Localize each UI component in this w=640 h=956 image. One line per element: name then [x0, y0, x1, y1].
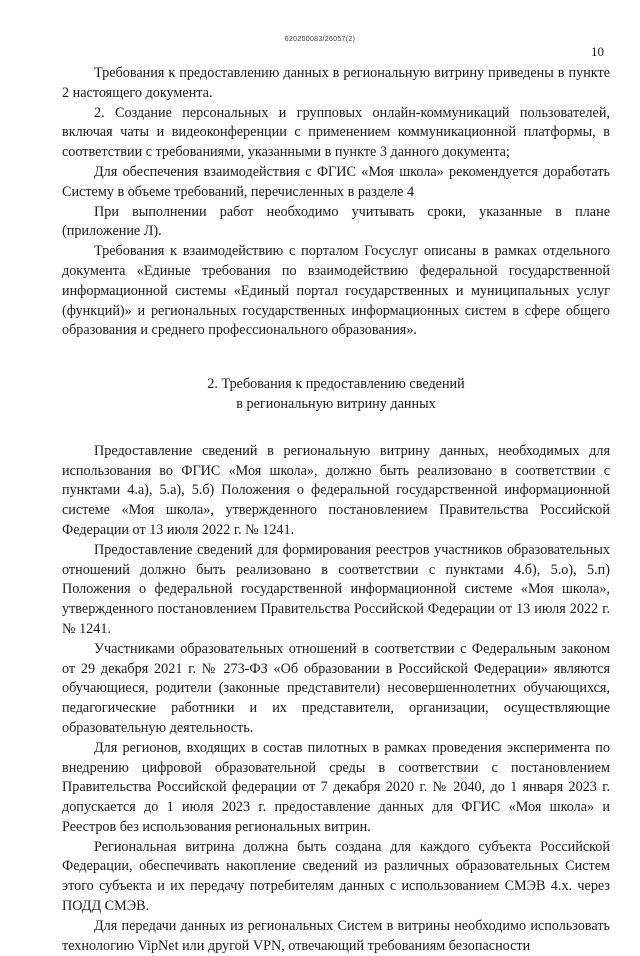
document-body [62, 64, 610, 956]
document-id: 620200083/26057(2) [284, 36, 356, 43]
paragraph: Требования к взаимодействию с порталом Госуслуг описаны в рамках отдельного документа «Единые требования по взаимодействию федеральной государственной информационной системы «Единый портал государственных и муниципальных услуг (функций)» и региональных государственных информационных систем в сфере общего образования и среднего профессионального образования». [62, 243, 610, 339]
page-number: 10 [591, 44, 604, 59]
paragraph: Для передачи данных из региональных Систем в витрины необходимо использовать технологию VipNet или другой VPN, отвечающий требованиям безопасности [62, 917, 610, 954]
paragraph: Участниками образовательных отношений в соответствии с Федеральным законом от 29 декабря 2021 г. № 273-ФЗ «Об образовании в Российской Федерации» являются обучающиеся, родители (законные представители) несовершеннолетних обучающихся, педагогические работники и их представители, организации, осуществляющие образовательную деятельность. [62, 640, 610, 736]
paragraph: При выполнении работ необходимо учитывать сроки, указанные в плане (приложение Л). [62, 203, 610, 240]
paragraph: 2. Создание персональных и групповых онлайн-коммуникаций пользователей, включая чаты и видеоконференции с применением коммуникационной платформы, в соответствии с требованиями, указанными в пункте 3 данного документа; [62, 104, 610, 161]
paragraph: Региональная витрина должна быть создана для каждого субъекта Российской Федерации, обеспечивать накопление сведений из различных образовательных Систем этого субъекта и их передачу потребителям данных с использованием СМЭВ 4.х. через ПОДД СМЭВ. [62, 838, 610, 915]
paragraph: Предоставление сведений в региональную витрину данных, необходимых для использования во ФГИС «Моя школа», должно быть реализовано в соответствии с пунктами 4.а), 5.а), 5.б) Положения о федеральной государственной информационной системе «Моя школа», утвержденного постановлением Правительства Российской Федерации от 13 июля 2022 г. № 1241. [62, 442, 610, 538]
paragraph: Для регионов, входящих в состав пилотных в рамках проведения эксперимента по внедрению цифровой образовательной среды в соответствии с постановлением Правительства Российской федерации от 7 декабря 2020 г. № 2040, до 1 января 2023 г. допускается до 1 июля 2023 г. предоставление данных для ФГИС «Моя школа» и Реестров без использования региональных витрин. [62, 739, 610, 835]
section-heading-line: 2. Требования к предоставлению сведений [207, 376, 465, 393]
section-heading-line: в региональную витрину данных [236, 395, 436, 412]
paragraph: Для обеспечения взаимодействия с ФГИС «Моя школа» рекомендуется доработать Систему в объеме требований, перечисленных в разделе 4 [62, 163, 610, 200]
section-heading [62, 375, 610, 415]
paragraph: Требования к предоставлению данных в региональную витрину приведены в пункте 2 настоящего документа. [62, 65, 610, 101]
paragraph: Предоставление сведений для формирования реестров участников образовательных отношений должно быть реализовано в соответствии с пунктами 4.б), 5.о), 5.п) Положения о федеральной государственной информационной системе «Моя школа», утвержденного постановлением Правительства Российской Федерации от 13 июля 2022 г. № 1241. [62, 541, 610, 637]
